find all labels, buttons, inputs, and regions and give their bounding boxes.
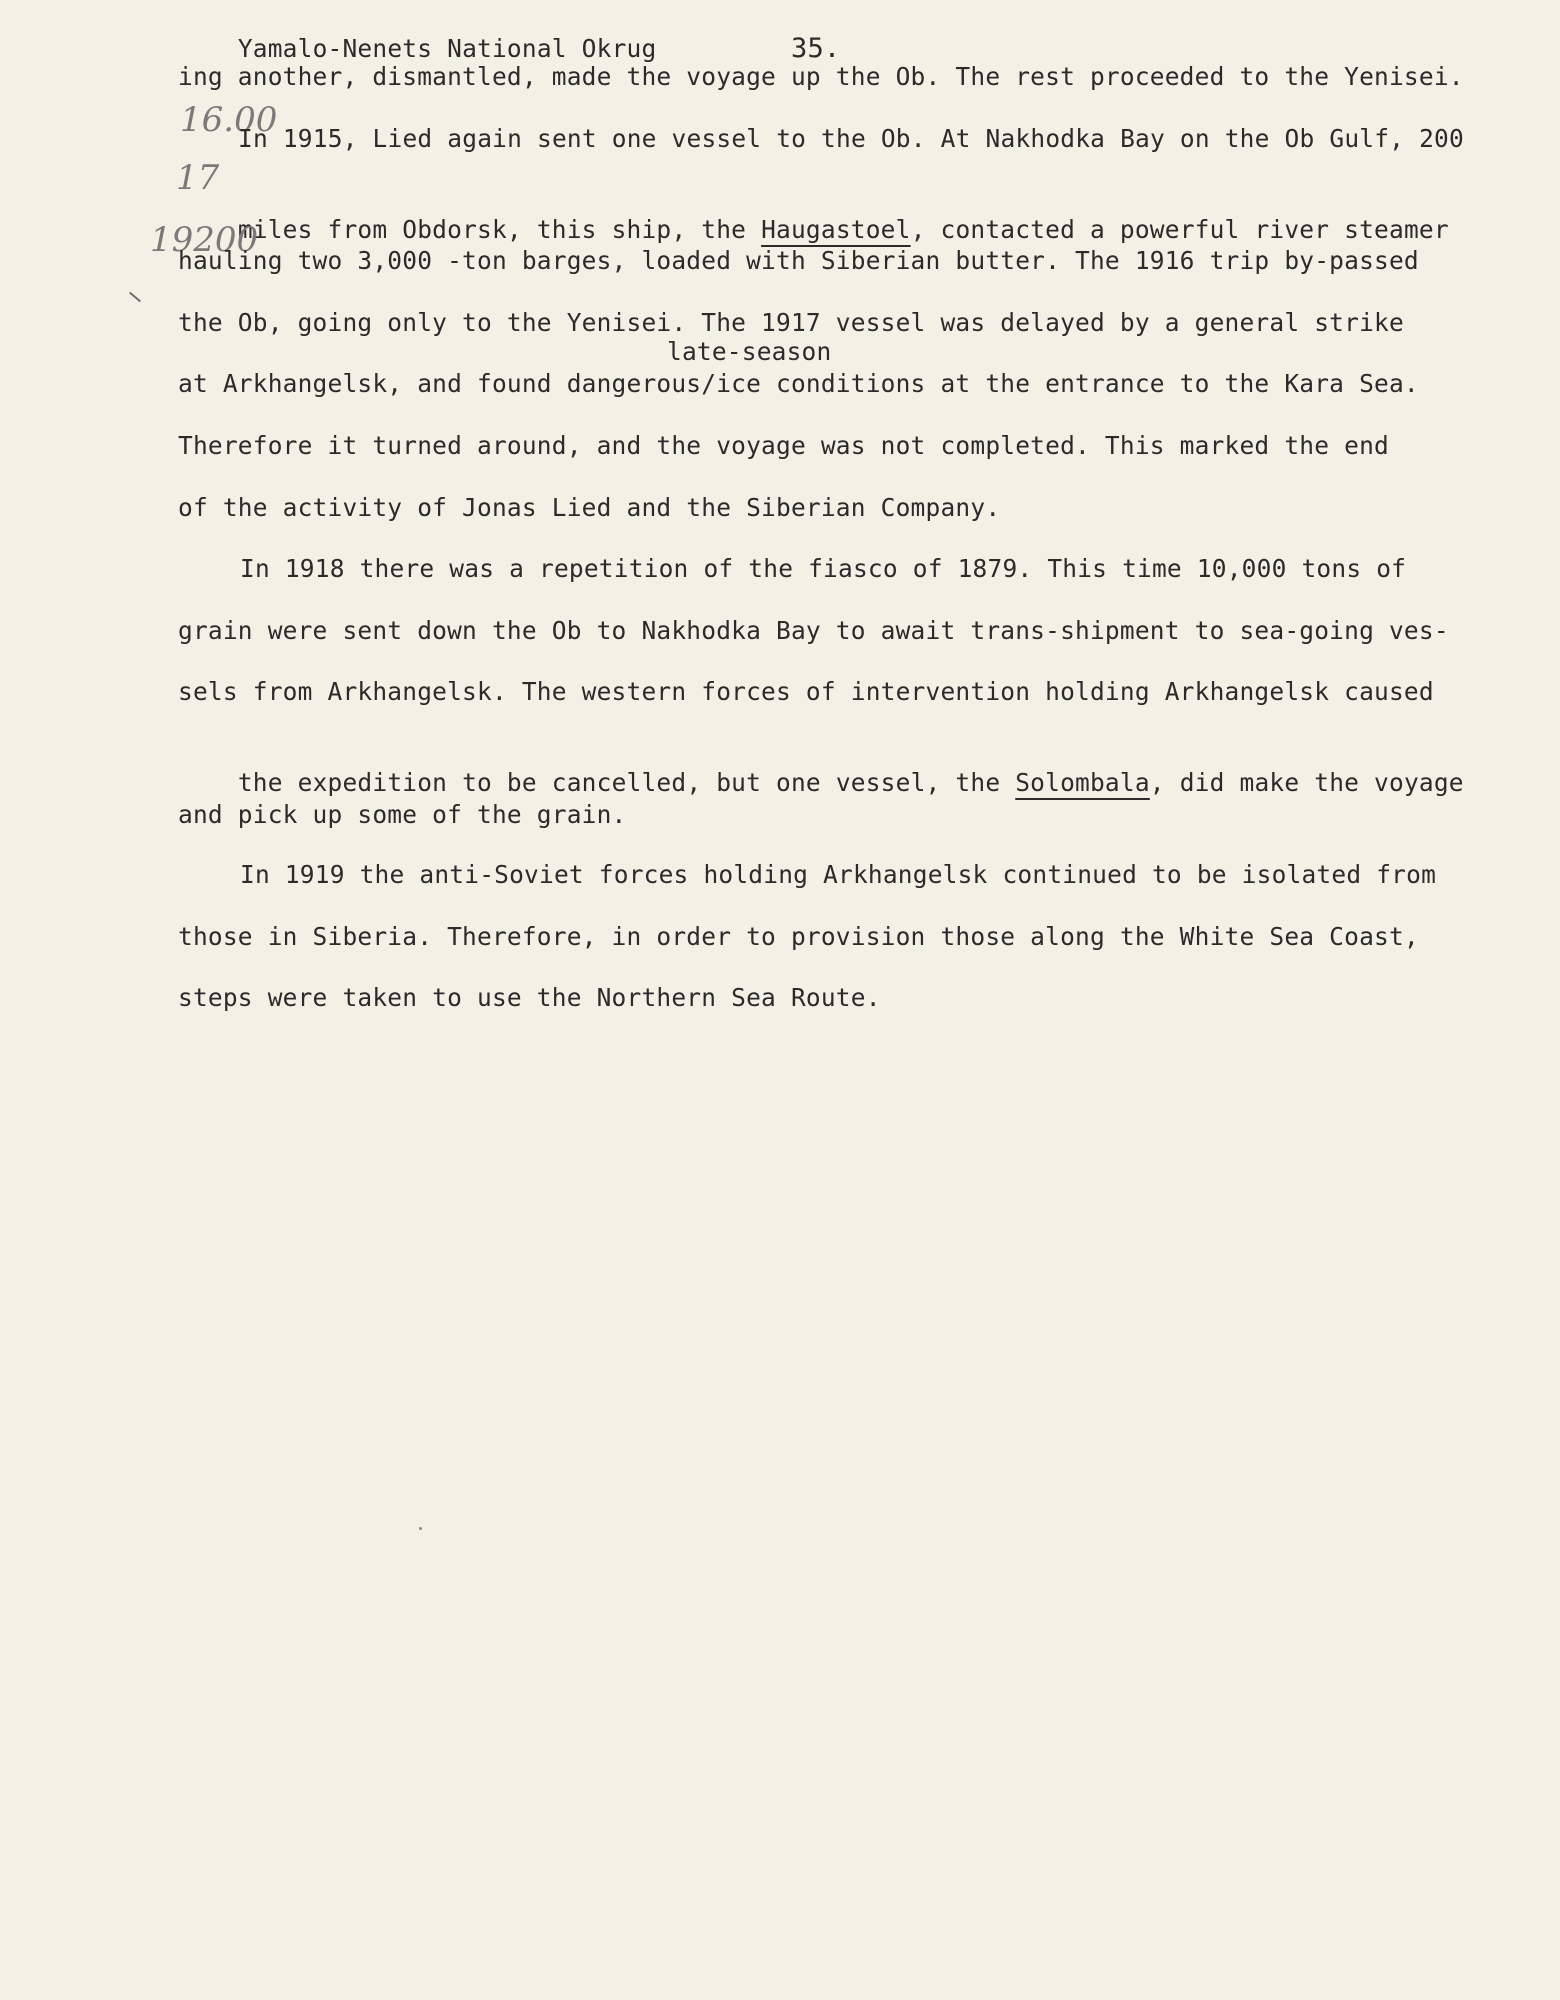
margin-note-2: 17 bbox=[176, 158, 220, 198]
text-line-4: hauling two 3,000 -ton barges, loaded with Siberian butter. The 1916 trip by-passed bbox=[178, 246, 1419, 275]
text-line-5: the Ob, going only to the Yenisei. The 1917 vessel was delayed by a general strike bbox=[178, 308, 1404, 337]
text-line-3: miles from Obdorsk, this ship, the Haugastoel, contacted a powerful river steamer bbox=[237, 215, 1449, 244]
text-line-15: those in Siberia. Therefore, in order to provision those along the White Sea Coast, bbox=[178, 922, 1419, 951]
text-line-14: In 1919 the anti-Soviet forces holding Arkhangelsk continued to be isolated from bbox=[240, 860, 1437, 889]
margin-tick-mark bbox=[129, 292, 141, 303]
text-line-6: at Arkhangelsk, and found dangerous/ice conditions at the entrance to the Kara Sea. bbox=[178, 369, 1419, 398]
text-line-16: steps were taken to use the Northern Sea Route. bbox=[178, 983, 881, 1012]
margin-note-3: 19200 bbox=[150, 220, 259, 260]
text-line-9: In 1918 there was a repetition of the fiasco of 1879. This time 10,000 tons of bbox=[240, 554, 1407, 583]
text-line-10: grain were sent down the Ob to Nakhodka Bay to await trans-shipment to sea-going ves- bbox=[178, 616, 1449, 645]
text-line-13: and pick up some of the grain. bbox=[178, 800, 627, 829]
text-line-7: Therefore it turned around, and the voyage was not completed. This marked the end bbox=[178, 431, 1389, 460]
text-line-12: the expedition to be cancelled, but one vessel, the Solombala, did make the voyage bbox=[237, 768, 1464, 797]
page-number: 35. bbox=[790, 33, 841, 64]
header-title: Yamalo-Nenets National Okrug bbox=[237, 34, 657, 63]
ship-name-solombala: Solombala bbox=[1015, 768, 1150, 797]
margin-note-1: 16.00 bbox=[180, 100, 278, 140]
paper-speck bbox=[419, 1527, 422, 1530]
text-line-11: sels from Arkhangelsk. The western forces of intervention holding Arkhangelsk caused bbox=[178, 677, 1434, 706]
insertion-late-season: late-season bbox=[667, 337, 832, 366]
text-line-8: of the activity of Jonas Lied and the Siberian Company. bbox=[178, 493, 1001, 522]
text-line-2: In 1915, Lied again sent one vessel to the Ob. At Nakhodka Bay on the Ob Gulf, 200 bbox=[238, 124, 1464, 153]
text-line-1: ing another, dismantled, made the voyage up the Ob. The rest proceeded to the Yenisei. bbox=[178, 62, 1464, 91]
ship-name-haugastoel: Haugastoel bbox=[761, 215, 911, 244]
